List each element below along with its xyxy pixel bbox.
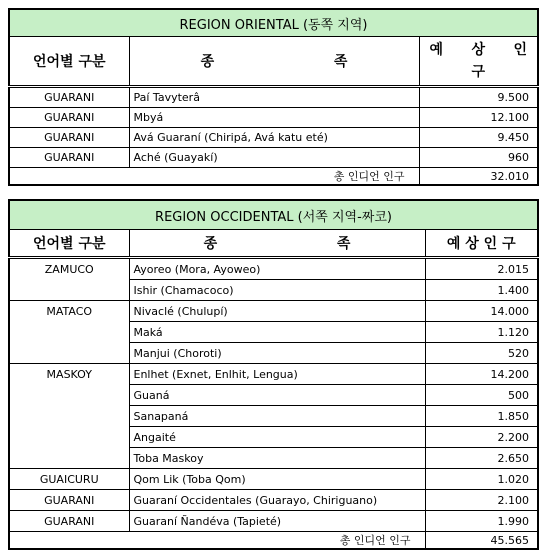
ethnic-cell: Avá Guaraní (Chiripá, Avá katu eté)	[129, 128, 419, 148]
oriental-title-row	[9, 9, 538, 37]
language-cell	[9, 427, 129, 448]
table-row	[9, 448, 538, 469]
population-cell: 9.450	[419, 128, 538, 148]
language-cell: MATACO	[9, 301, 129, 322]
ethnic-cell: Ishir (Chamacoco)	[129, 280, 425, 301]
table-row	[9, 280, 538, 301]
language-cell: GUARANI	[9, 148, 129, 168]
population-cell: 2.015	[425, 258, 538, 280]
header-language: 언어별 구분	[9, 37, 129, 87]
table-row	[9, 406, 538, 427]
language-cell	[9, 406, 129, 427]
table-row	[9, 427, 538, 448]
table-row	[9, 258, 538, 280]
ethnic-cell: Ayoreo (Mora, Ayoweo)	[129, 258, 425, 280]
language-cell: MASKOY	[9, 364, 129, 385]
header-ethnic-a: 종	[203, 236, 218, 252]
population-cell: 1.120	[425, 322, 538, 343]
population-cell: 960	[419, 148, 538, 168]
table-row	[9, 343, 538, 364]
language-cell	[9, 385, 129, 406]
header-population	[419, 37, 538, 87]
ethnic-cell: Manjui (Choroti)	[129, 343, 425, 364]
table-row	[9, 148, 538, 168]
language-cell: GUARANI	[9, 511, 129, 532]
population-cell: 12.100	[419, 108, 538, 128]
population-cell: 1.020	[425, 469, 538, 490]
table-row	[9, 87, 538, 108]
language-cell: GUAICURU	[9, 469, 129, 490]
language-cell: GUARANI	[9, 108, 129, 128]
table-row	[9, 322, 538, 343]
language-cell	[9, 343, 129, 364]
population-cell: 1.400	[425, 280, 538, 301]
table-row	[9, 469, 538, 490]
total-label: 총 인디언 인구	[9, 168, 419, 186]
header-pop-a: 예	[429, 42, 444, 58]
occidental-title-row	[9, 200, 538, 230]
population-cell: 14.200	[425, 364, 538, 385]
ethnic-cell: Guaraní Ñandéva (Tapieté)	[129, 511, 425, 532]
header-pop-d: 구	[471, 64, 486, 80]
oriental-header-row	[9, 37, 538, 87]
header-ethnic-a: 종	[200, 54, 215, 70]
population-cell: 9.500	[419, 87, 538, 108]
header-ethnic-b: 족	[336, 236, 351, 252]
total-label: 총 인디언 인구	[9, 532, 425, 550]
oriental-total-row	[9, 168, 538, 186]
table-row	[9, 364, 538, 385]
table-row	[9, 385, 538, 406]
header-pop-b: 상	[471, 42, 486, 58]
population-cell: 1.850	[425, 406, 538, 427]
ethnic-cell: Qom Lik (Toba Qom)	[129, 469, 425, 490]
population-cell: 2.100	[425, 490, 538, 511]
occidental-table	[8, 199, 539, 550]
language-cell: ZAMUCO	[9, 258, 129, 280]
ethnic-cell: Nivaclé (Chulupí)	[129, 301, 425, 322]
header-ethnic	[129, 230, 425, 258]
table-row	[9, 301, 538, 322]
occidental-total-row	[9, 532, 538, 550]
header-language: 언어별 구분	[9, 230, 129, 258]
language-cell	[9, 322, 129, 343]
population-cell: 1.990	[425, 511, 538, 532]
total-value: 45.565	[425, 532, 538, 550]
occidental-header-row	[9, 230, 538, 258]
language-cell	[9, 280, 129, 301]
ethnic-cell: Enlhet (Exnet, Enlhit, Lengua)	[129, 364, 425, 385]
table-row	[9, 128, 538, 148]
oriental-title: REGION ORIENTAL (동쪽 지역)	[9, 9, 538, 37]
total-value: 32.010	[419, 168, 538, 186]
population-cell: 520	[425, 343, 538, 364]
language-cell	[9, 448, 129, 469]
population-cell: 2.200	[425, 427, 538, 448]
language-cell: GUARANI	[9, 490, 129, 511]
occidental-title: REGION OCCIDENTAL (서쪽 지역-짜코)	[9, 200, 538, 230]
ethnic-cell: Toba Maskoy	[129, 448, 425, 469]
ethnic-cell: Guaná	[129, 385, 425, 406]
header-population: 예 상 인 구	[425, 230, 538, 258]
oriental-table	[8, 8, 539, 186]
header-ethnic	[129, 37, 419, 87]
ethnic-cell: Sanapaná	[129, 406, 425, 427]
ethnic-cell: Maká	[129, 322, 425, 343]
population-cell: 2.650	[425, 448, 538, 469]
ethnic-cell: Aché (Guayakí)	[129, 148, 419, 168]
table-row	[9, 490, 538, 511]
table-row	[9, 108, 538, 128]
header-pop-c: 인	[513, 42, 527, 58]
ethnic-cell: Paí Tavyterâ	[129, 87, 419, 108]
table-row	[9, 511, 538, 532]
language-cell: GUARANI	[9, 128, 129, 148]
population-cell: 500	[425, 385, 538, 406]
ethnic-cell: Mbyá	[129, 108, 419, 128]
language-cell: GUARANI	[9, 87, 129, 108]
header-ethnic-b: 족	[333, 54, 348, 70]
population-cell: 14.000	[425, 301, 538, 322]
ethnic-cell: Angaité	[129, 427, 425, 448]
ethnic-cell: Guaraní Occidentales (Guarayo, Chiriguano)	[129, 490, 425, 511]
